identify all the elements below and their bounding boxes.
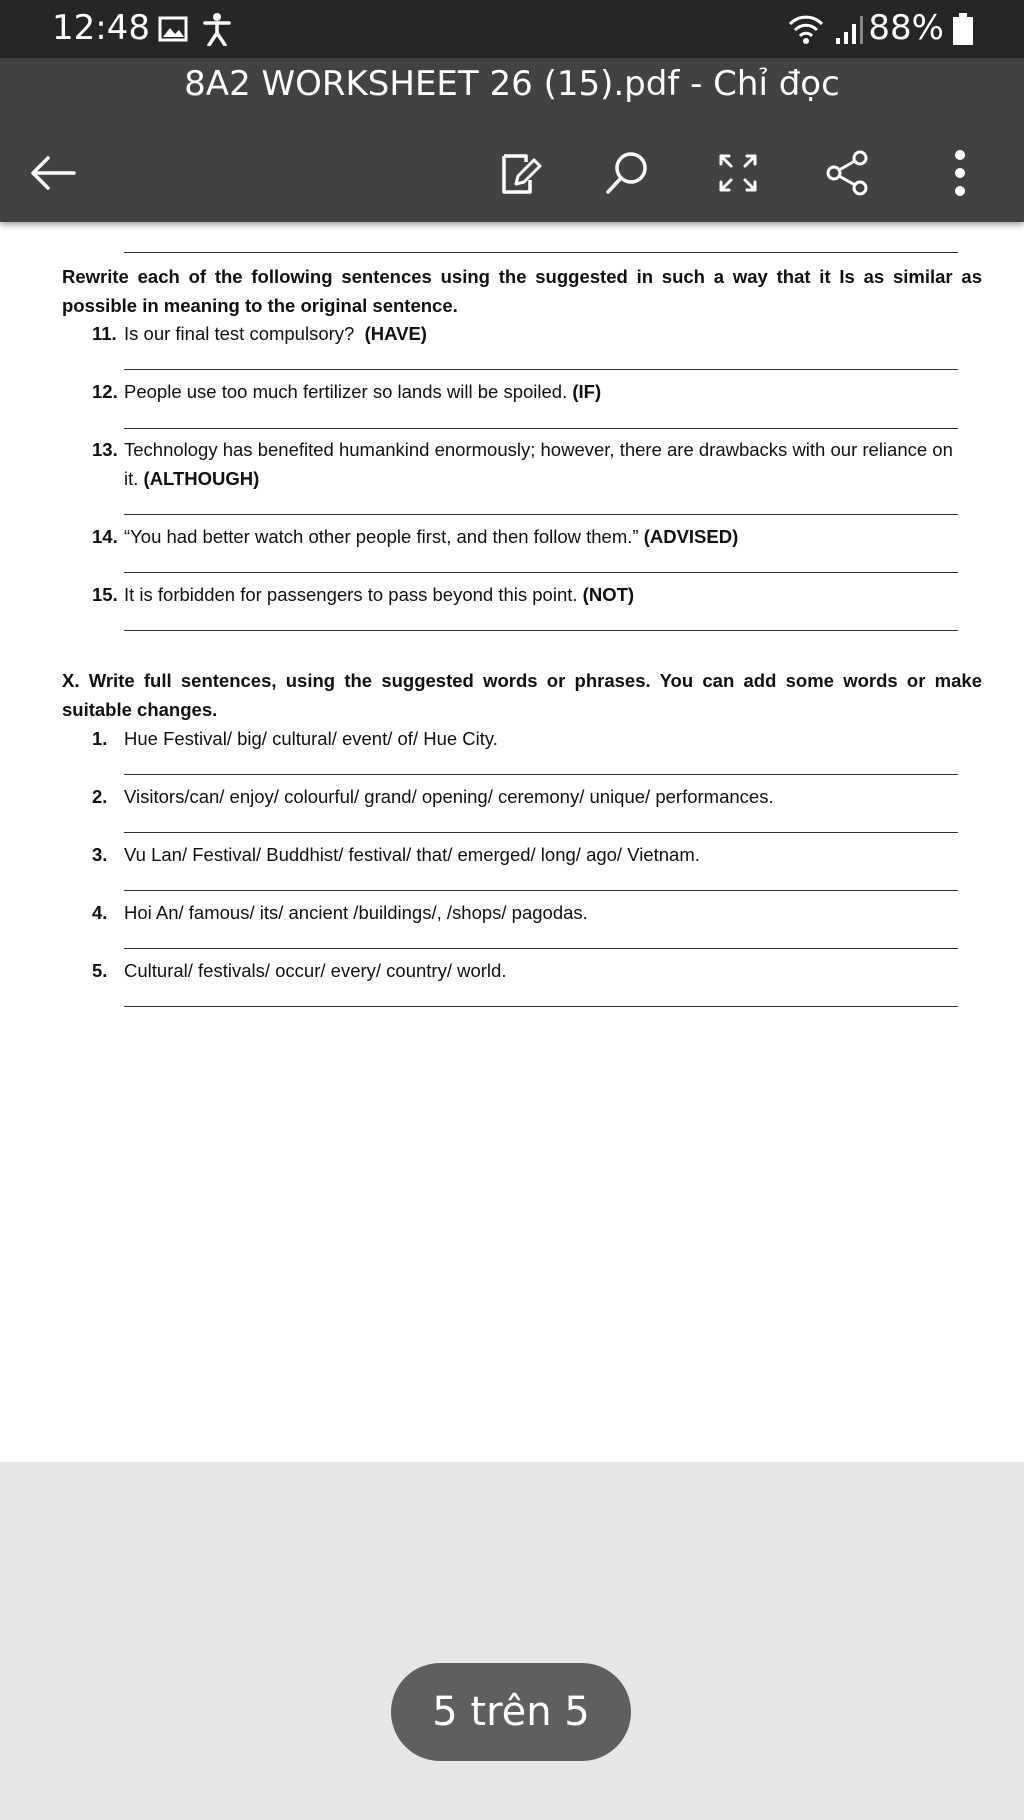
search-icon <box>602 148 652 198</box>
question-item: 14. “You had better watch other people first, and then follow them.” (ADVISED) <box>92 526 739 547</box>
section-x-instruction: X. Write full sentences, using the suggested words or phrases. You can add some words or make suitable changes. <box>62 670 982 720</box>
answer-line <box>124 369 958 370</box>
share-icon <box>822 148 872 198</box>
answer-line <box>124 572 958 573</box>
app-bar <box>0 58 1024 222</box>
gallery-icon <box>158 12 188 46</box>
question-item: 12. People use too much fertilizer so lands will be spoiled. (IF) <box>92 381 602 402</box>
status-bar <box>0 0 1024 58</box>
edit-button[interactable] <box>484 138 554 208</box>
answer-line <box>124 428 958 429</box>
pdf-page[interactable] <box>0 222 1024 1462</box>
share-button[interactable] <box>812 138 882 208</box>
answer-line <box>124 1006 958 1007</box>
answer-line <box>124 832 958 833</box>
page-indicator: 5 trên 5 <box>391 1663 631 1761</box>
back-arrow-icon <box>28 153 78 193</box>
signal-icon <box>834 12 864 46</box>
more-vert-icon <box>950 148 970 198</box>
battery-percent: 88% <box>868 8 944 48</box>
answer-line <box>124 774 958 775</box>
more-options-button[interactable] <box>925 138 995 208</box>
question-item: 4. Hoi An/ famous/ its/ ancient /buildings/, /shops/ pagodas. <box>92 902 588 923</box>
answer-line <box>124 890 958 891</box>
rewrite-instruction: Rewrite each of the following sentences using the suggested in such a way that it Is as similar as possible in meaning to the original sentence. <box>62 266 982 316</box>
answer-line <box>124 630 958 631</box>
status-time: 12:48 <box>52 8 150 48</box>
search-button[interactable] <box>592 138 662 208</box>
question-item: 1. Hue Festival/ big/ cultural/ event/ of/ Hue City. <box>92 728 498 749</box>
answer-line <box>124 514 958 515</box>
document-title: 8A2 WORKSHEET 26 (15).pdf - Chỉ đọc <box>184 64 840 104</box>
fullscreen-button[interactable] <box>703 138 773 208</box>
question-item: 13. Technology has benefited humankind enormously; however, there are drawbacks with our reliance on it. (ALTHOUGH) <box>92 439 953 489</box>
accessibility-icon <box>203 12 231 46</box>
edit-pen-icon <box>494 148 544 198</box>
wifi-icon <box>786 12 826 46</box>
question-item: 11. Is our final test compulsory? (HAVE) <box>92 323 427 344</box>
question-item: 15. It is forbidden for passengers to pass beyond this point. (NOT) <box>92 584 635 605</box>
fullscreen-icon <box>713 148 763 198</box>
battery-icon <box>952 12 974 46</box>
answer-line <box>124 252 958 253</box>
question-item: 3. Vu Lan/ Festival/ Buddhist/ festival/ that/ emerged/ long/ ago/ Vietnam. <box>92 844 700 865</box>
question-item: 2. Visitors/can/ enjoy/ colourful/ grand/ opening/ ceremony/ unique/ performances. <box>92 786 774 807</box>
answer-line <box>124 948 958 949</box>
back-button[interactable] <box>18 138 88 208</box>
question-item: 5. Cultural/ festivals/ occur/ every/ country/ world. <box>92 960 507 981</box>
